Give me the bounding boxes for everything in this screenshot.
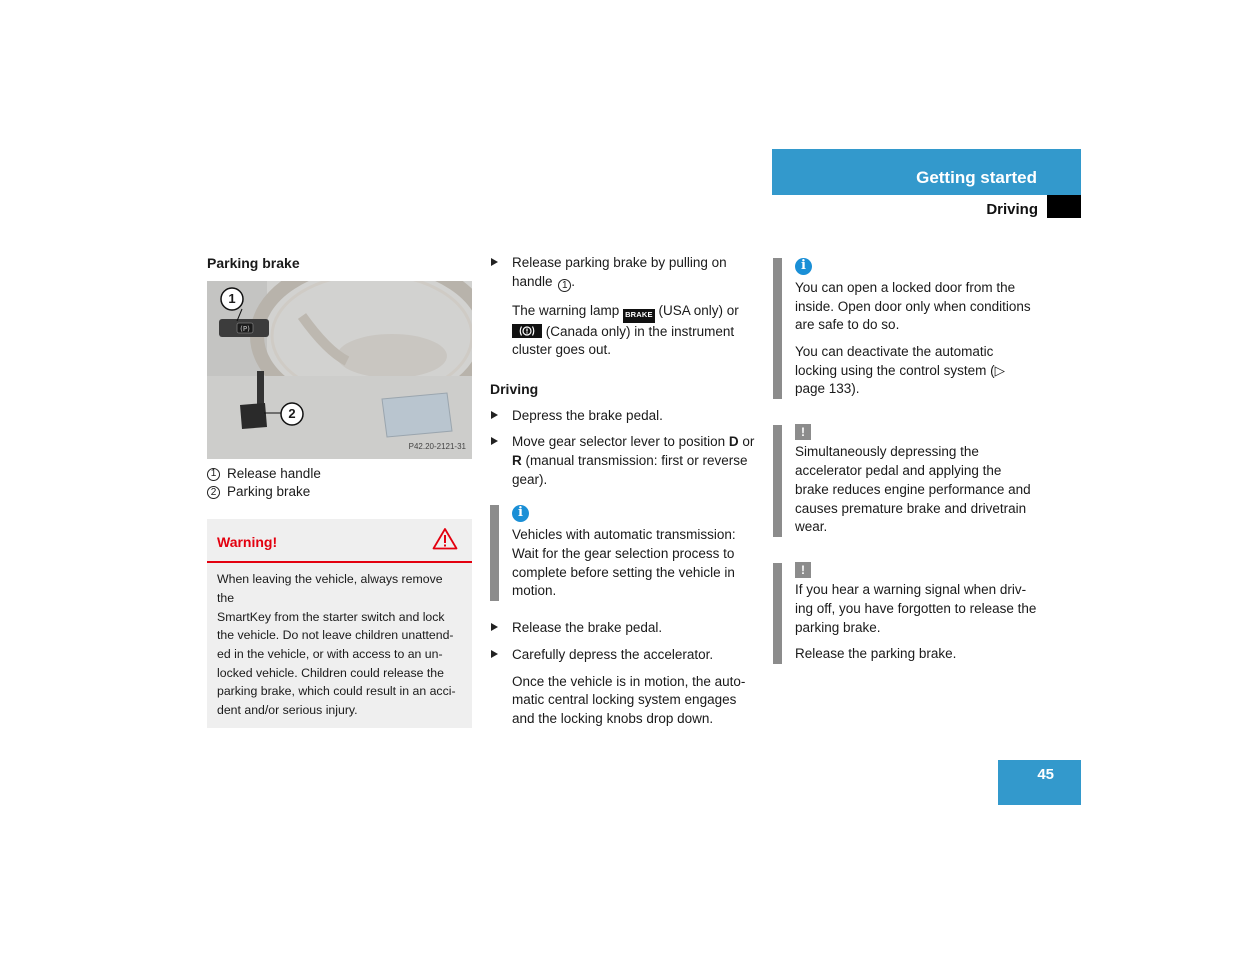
lamp-text: (Canada only) in the instrument cluster goes out. [512,323,735,358]
warning-line: When leaving the vehicle, always remove the [217,572,443,605]
legend-label: Release handle [227,465,321,481]
parking-brake-heading: Parking brake [207,255,300,271]
step-release-brake-pedal: Release the brake pedal. [490,619,756,638]
subsection-header [772,195,1081,219]
warning-header [207,519,472,563]
section-title: Getting started [916,168,1037,187]
figure-callout-1: 1 [228,290,236,306]
figure-callout-2: 2 [288,405,296,421]
lamp-text: The warning lamp [512,303,624,319]
footwell-illustration [207,281,472,459]
gear-position-r: R [512,453,522,469]
note-text: You can deactivate the automatic locking using the control system (▷ page 133). [795,343,1005,397]
warning-line: SmartKey from the starter switch and lock [217,609,445,624]
canada-brake-lamp-icon [512,324,542,338]
warning-lamp-text [490,302,756,360]
note-text: Release the parking brake. [795,646,957,662]
step-text: Release parking brake by pulling on handle [512,255,727,289]
step-text: or [738,434,755,450]
caution-note-parking-brake [773,561,1038,664]
note-text: You can open a locked door from the inside. Open door only when conditions are safe to do so. [795,279,1031,333]
caution-note-engine [773,423,1038,537]
warning-line: the vehicle. Do not leave children unattend- [217,628,454,643]
legend-number: 2 [207,486,220,499]
warning-triangle-icon [432,527,458,550]
warning-body [207,563,472,728]
legend-label: Parking brake [227,484,311,500]
info-note-locked-door [773,256,1038,399]
warning-box [207,519,472,728]
exclamation-icon: ! [795,562,811,578]
step-move-gear-selector [490,433,756,489]
warning-line: dent and/or serious injury. [217,703,358,718]
step-text: (manual transmission: first or reverse gear). [512,453,748,487]
step-text: . [571,273,576,289]
exclamation-icon: ! [795,424,811,440]
note-text: If you hear a warning signal when driv-ing off, you have forgotten to release the parking brake. [795,582,1037,635]
info-icon: i [795,258,812,275]
driving-heading: Driving [490,380,539,397]
gear-position-d: D [728,434,739,450]
step-text: Move gear selector lever to position [512,434,729,450]
column-middle [490,254,756,737]
section-header-bar [772,149,1081,195]
note-text: Simultaneously depressing the accelerator pedal and applying the brake reduces engine performance and causes premature brake and drivetrain wear. [795,444,1031,535]
page-number-box [998,760,1081,805]
figure-code: P42.20-2121-31 [408,442,466,451]
lamp-text: (USA only) or [654,303,739,319]
info-note-automatic [490,503,756,601]
legend-item [207,483,472,502]
legend-item [207,465,472,484]
info-icon: i [512,505,529,522]
thumb-tab-marker [1047,195,1081,218]
info-note-text: Vehicles with automatic transmission: Wait for the gear selection process to complete before setting the vehicle in motion. [512,527,736,599]
warning-title: Warning! [217,534,278,551]
page-number: 45 [1037,766,1054,783]
step-depress-accelerator: Carefully depress the accelerator. [490,646,756,665]
svg-text:(P): (P) [240,324,250,333]
central-locking-text: Once the vehicle is in motion, the auto-matic central locking system engages and the locking knobs drop down. [512,673,746,726]
warning-line: ed in the vehicle, or with access to an un- [217,646,443,661]
figure-legend [207,465,472,502]
handle-number: 1 [558,279,571,292]
step-release-parking-brake [490,254,756,292]
warning-line: locked vehicle. Children could release the [217,665,444,680]
parking-brake-figure [207,281,472,459]
legend-number: 1 [207,468,220,481]
column-left [207,254,472,728]
brake-lamp-icon: BRAKE [623,309,655,323]
subsection-title: Driving [986,201,1038,218]
step-depress-brake: Depress the brake pedal. [490,407,756,426]
warning-line: parking brake, which could result in an acci- [217,684,456,699]
column-right [773,256,1038,688]
